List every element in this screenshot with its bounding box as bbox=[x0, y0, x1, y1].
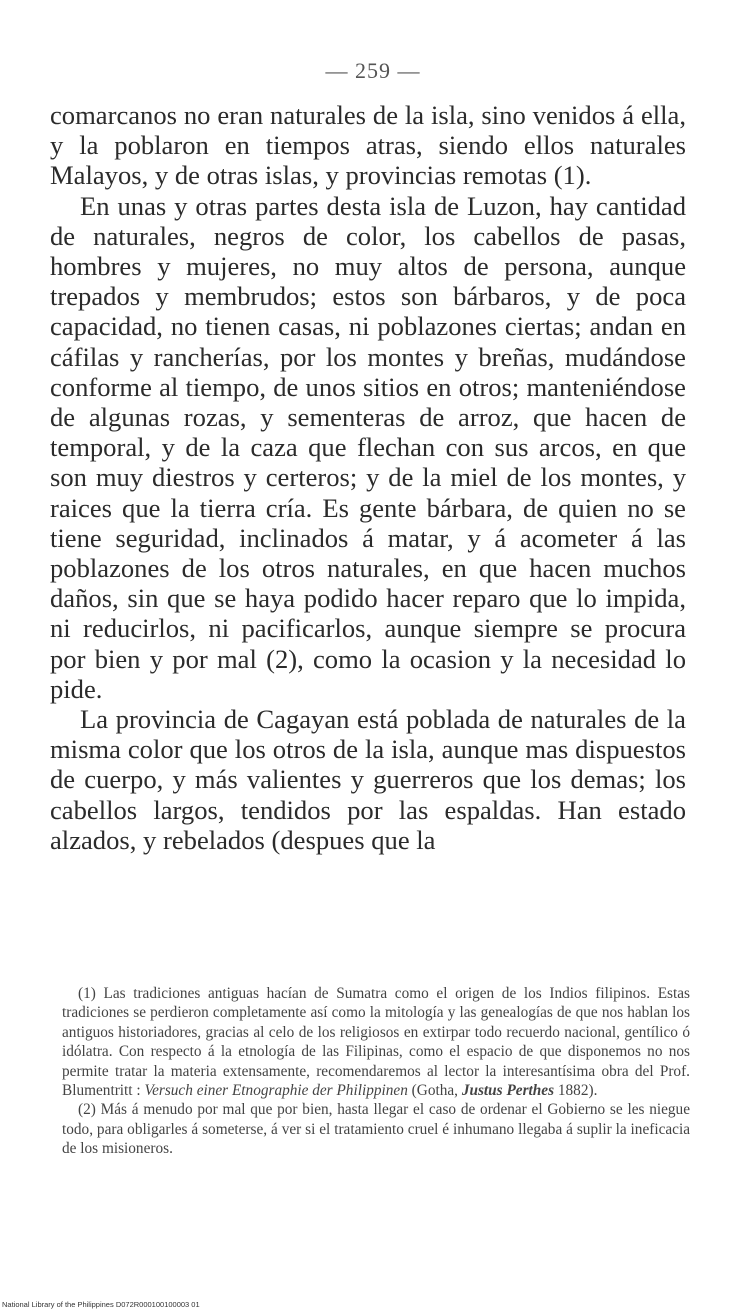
footnote-1-text: Las tradiciones antiguas hacían de Sumatra como el origen de los Indios filipinos. Estas tradiciones se perdieron completamente así como la mitología y las genealogías de que nos hablan los antiguos historiadores, gracias al celo de los religiosos en extirpar todo recuerdo nacional, gentílico ó idólatra. Con respecto á la etnología de las Filipinas, como el espacio de que disponemos no nos permite tratar la materia extensamente, recomendaremos al lector la interesantísima obra del Prof. Blumentritt : bbox=[62, 985, 690, 1100]
paragraph-2: En unas y otras partes desta isla de Luzon, hay cantidad de naturales, negros de color, los cabellos de pasas, hombres y mujeres, no muy altos de persona, aunque trepados y membrudos; estos son bárbaros, y de poca capacidad, no tienen casas, ni poblazones ciertas; andan en cáfilas y rancherías, por los montes y breñas, mudándose conforme al tiempo, de unos sitios en otros; manteniéndose de algunas rozas, y sementeras de arroz, que hacen de temporal, y de la caza que flechan con sus arcos, en que son muy diestros y certeros; y de la miel de los montes, y raices que la tierra cría. Es gente bárbara, de quien no se tiene seguridad, inclinados á matar, y á acometer á las poblazones de los otros naturales, en que hacen muchos daños, sin que se haya podido hacer reparo que lo impida, ni reducirlos, ni pacificarlos, aunque siempre se procura por bien y por mal (2), como la ocasion y la necesidad lo pide. bbox=[50, 190, 686, 704]
footnote-1-place: (Gotha, bbox=[411, 1082, 458, 1100]
page-number: — 259 — bbox=[325, 58, 421, 83]
footnote-1-book-title: Versuch einer Etnographie der Philippinen bbox=[144, 1082, 408, 1100]
footnotes bbox=[62, 984, 690, 1159]
footnote-1-year: 1882). bbox=[557, 1082, 598, 1100]
paragraph-1: comarcanos no eran naturales de la isla, sino venidos á ella, y la poblaron en tiempos atras, siendo ellos naturales Malayos, y de otras islas, y provincias remotas (1). bbox=[50, 100, 686, 191]
footnote-1-marker: (1) bbox=[78, 985, 96, 1002]
main-text bbox=[50, 100, 686, 855]
footnote-1-publisher: Justus Perthes bbox=[461, 1082, 555, 1100]
footnote-2 bbox=[62, 1100, 690, 1158]
footnote-2-text: Más á menudo por mal que por bien, hasta llegar el caso de ordenar el Gobierno se les niegue todo, para obligarles á someterse, á ver si el tratamiento cruel é inhumano llegaba á suplir la ineficacia de los misioneros. bbox=[62, 1101, 690, 1158]
paragraph-3: La provincia de Cagayan está poblada de naturales de la misma color que los otros de la isla, aunque mas dispuestos de cuerpo, y más valientes y guerreros que los demas; los cabellos largos, tendidos por las espaldas. Han estado alzados, y rebelados (despues que la bbox=[50, 704, 686, 855]
footnote-2-marker: (2) bbox=[78, 1101, 96, 1119]
footnote-1 bbox=[62, 984, 690, 1100]
library-stamp: National Library of the Philippines D072R000100100003 01 bbox=[2, 1300, 200, 1309]
